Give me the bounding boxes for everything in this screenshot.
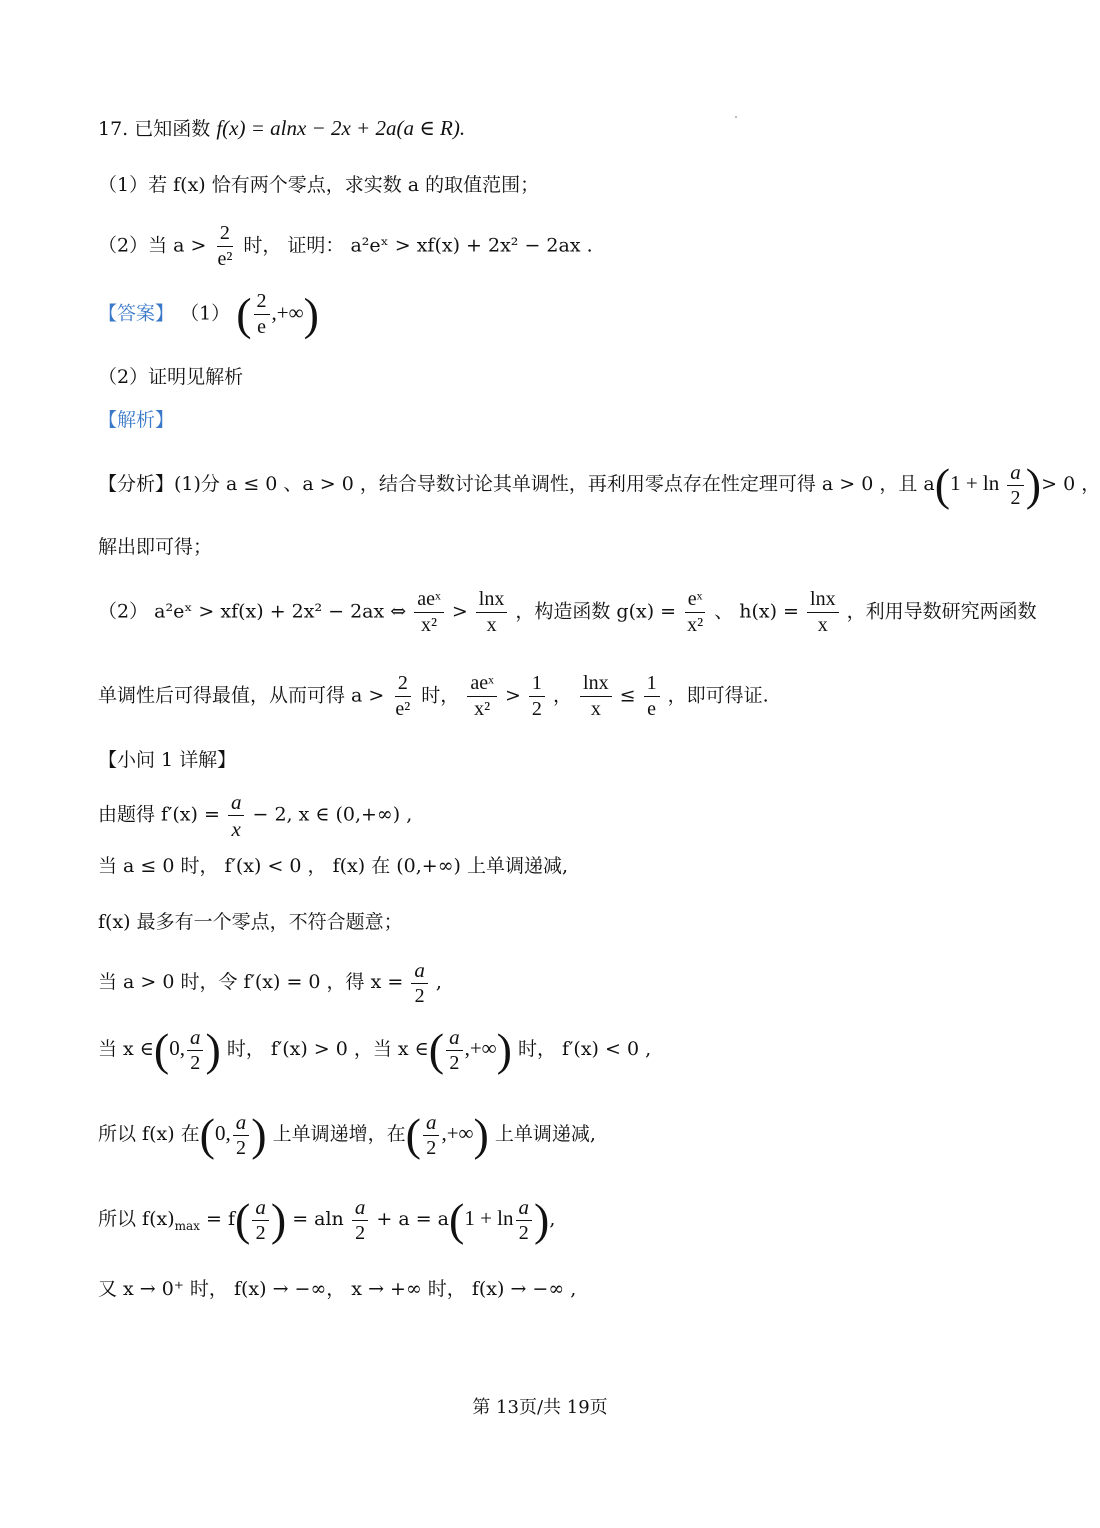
problem-number: 17. — [98, 118, 129, 140]
problem-statement — [98, 118, 465, 139]
answer-line: 【答案】 （1） ( $\frac{2}{e}$ ,+∞) — [98, 288, 319, 340]
fraction: $\frac{\text{aeˣ}}{\text{x²}}$ — [414, 588, 444, 637]
fraction: $\frac{a}{2}$ — [252, 1195, 269, 1245]
detail-line-2: 当 a ≤ 0 时， f′(x) < 0 ， f(x) 在 (0,+∞) 上单调递减, — [98, 855, 569, 877]
page-footer: 第 13页/共 19页 — [472, 1397, 608, 1418]
detail-line-3: f(x) 最多有一个零点，不符合题意； — [98, 911, 403, 933]
part2-question: （2）当 a > $\frac{2}{\text{e²}}$ 时， 证明： a²eˣ > xf(x) + 2x² − 2ax . — [98, 222, 593, 270]
detail-line-5: 当 x ∈(0, $\frac{a}{2}$ ) 时， f′(x) > 0 ，当 x ∈( $\frac{a}{2}$ ,+∞) 时， f′(x) < 0 , — [98, 1024, 652, 1076]
fraction: $\frac{a}{x}$ — [228, 790, 245, 841]
function-definition: f(x) = alnx − 2x + 2a(a ∈ R). — [216, 116, 466, 140]
detail-line-6: 所以 f(x) 在(0, $\frac{a}{2}$ ) 上单调递增，在( $\frac{a}{2}$ ,+∞) 上单调递减, — [98, 1109, 596, 1161]
fraction: $\frac{\text{aeˣ}}{\text{x²}}$ — [467, 672, 497, 721]
fraction: $\frac{\ln x}{x}$ — [807, 588, 839, 637]
fraction: $\frac{\ln x}{x}$ — [580, 672, 612, 721]
analysis-line-3: （2） a²eˣ > xf(x) + 2x² − 2ax ⇔ $\frac{\text{aeˣ}}{\text{x²}}$ > $\frac{\ln x}{x}$ ，构造函数 g(x) = $\frac{\text{eˣ}}{\text{x²}}$ 、 h(x) = $\frac{\ln x}{x}$ ，利用导数研究两函数 — [98, 588, 1037, 636]
fraction: $\frac{a}{2}$ — [233, 1110, 250, 1160]
fraction: $\frac{1}{2}$ — [529, 672, 545, 721]
part1-question: （1）若 f(x) 恰有两个零点，求实数 a 的取值范围； — [98, 174, 540, 196]
fraction: $\frac{a}{2}$ — [1007, 460, 1024, 510]
scan-dot — [735, 116, 737, 118]
fraction: $\frac{2}{\text{e²}}$ — [217, 222, 233, 270]
detail-line-7: 所以 $f(x)_{max} = f$( $\frac{a}{2}$ ) = aln $\frac{a}{2}$ + a = a(1 + ln $\frac{a}{2}$ ), — [98, 1194, 556, 1246]
answer-part2: （2）证明见解析 — [98, 366, 244, 388]
fraction: $\frac{2}{\text{e²}}$ — [395, 672, 411, 720]
fraction: $\frac{1}{e}$ — [644, 672, 660, 721]
fraction: $\frac{a}{2}$ — [187, 1025, 204, 1075]
answer-tag: 【答案】 — [98, 302, 175, 325]
detail-tag: 【小问 1 详解】 — [98, 749, 237, 771]
fraction: $\frac{2}{e}$ — [254, 290, 270, 339]
fraction: $\frac{a}{2}$ — [423, 1110, 440, 1160]
detail-line-1: 由题得 f′(x) = $\frac{a}{x}$ − 2, x ∈ (0,+∞) , — [98, 790, 413, 842]
fraction: $\frac{a}{2}$ — [411, 958, 428, 1008]
analysis-line-4: 单调性后可得最值，从而可得 a > $\frac{2}{\text{e²}}$ 时， $\frac{\text{aeˣ}}{\text{x²}}$ > $\frac{1}{2}$ ， $\frac{\ln x}{x}$ ≤ $\frac{1}{e}$ ，即可得证. — [98, 672, 769, 720]
fraction: $\frac{a}{2}$ — [446, 1025, 463, 1075]
fraction: $\frac{\ln x}{x}$ — [476, 588, 508, 637]
fraction: $\frac{\text{eˣ}}{\text{x²}}$ — [684, 588, 706, 637]
analysis-tag: 【解析】 — [98, 409, 175, 431]
fraction: $\frac{a}{2}$ — [352, 1195, 369, 1245]
detail-line-8: 又 x → 0⁺ 时， f(x) → −∞， x → +∞ 时， f(x) → −∞ , — [98, 1278, 577, 1300]
analysis-line-2: 解出即可得； — [98, 536, 213, 558]
problem-stem: 已知函数 — [134, 118, 211, 140]
detail-line-4: 当 a > 0 时，令 f′(x) = 0 ，得 x = $\frac{a}{2}$ , — [98, 958, 442, 1008]
fraction: $\frac{a}{2}$ — [516, 1195, 533, 1245]
analysis-line-1: 【分析】(1)分 a ≤ 0 、a > 0 ，结合导数讨论其单调性，再利用零点存在性定理可得 a > 0 ，且 a(1 + ln $\frac{a}{2}$ )> 0 ， — [98, 459, 1100, 511]
